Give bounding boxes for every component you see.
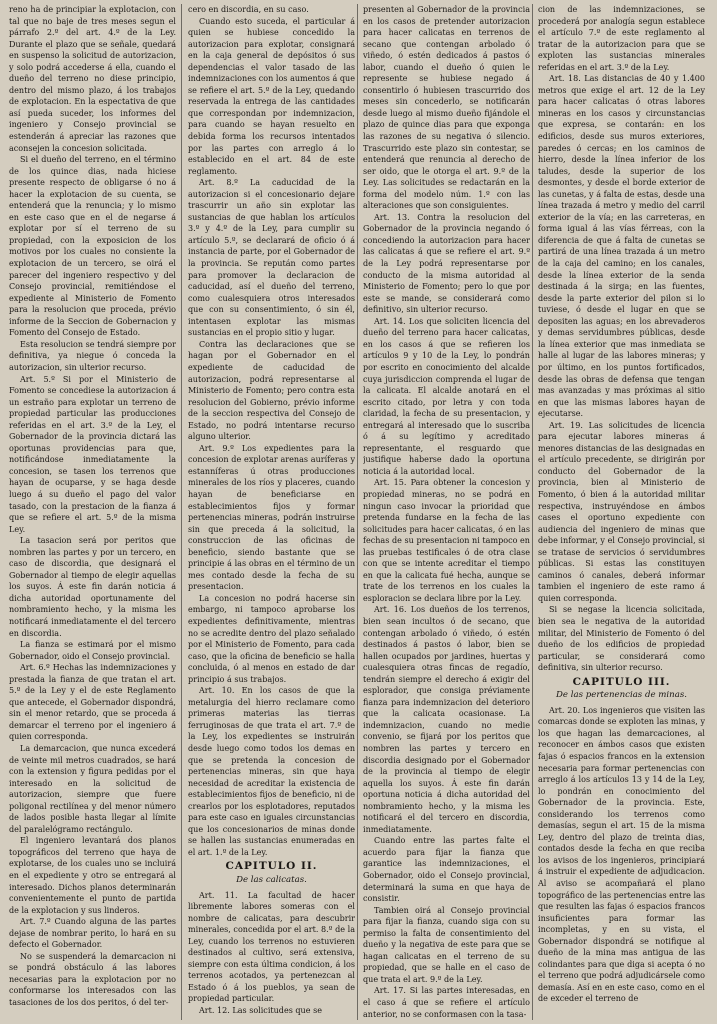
chapter-heading: CAPITULO II. bbox=[225, 860, 318, 873]
article-paragraph: cion de las indemnizaciones, se procederá por analogía segun establece el artículo 7.º de este reglamento al tratar de la autorizacion para que se exploten las sustancias minerales referidas en el art. 3.º de la Ley. bbox=[538, 5, 705, 72]
article-paragraph: La fianza se estimará por el mismo Gobernador, oido el Consejo provincial. bbox=[9, 640, 176, 661]
article-paragraph: Si el dueño del terreno, en el término de los quince dias, nada hiciese presente respecto de obligarse ó no á hacer la explotacion de su cuenta, se entenderá que la renuncia; y lo mismo en este caso que en el de negarse á explotar por sí el terreno de su propiedad, con la exposicion de los motivos por los cuales no consiente la explotacion de un tercero, se oirá el parecer del ingeniero respectivo y del Consejo provincial, remitiéndose el expediente al Ministerio de Fomento para la resolucion que proceda, prévio informe de la Seccion de Gobernacion y Fomento del Consejo de Estado. bbox=[9, 155, 176, 338]
article-paragraph: reno ha de principiar la explotacion, con tal que no baje de tres meses segun el párrafo 2.º del art. 4.º de la Ley. Durante el plazo que se señale, quedará en suspenso la solicitud de autorizacion, y solo podrá accederse á ella, cuando el dueño del terreno no diese principio, dentro del mismo plazo, á los trabajos de explotacion. En la espectativa de que así pueda suceder, los informes del ingeniero y Consejo provincial se estenderán á apreciar las razones que aconsejen la concesion solicitada. bbox=[9, 5, 176, 153]
article-paragraph: Art. 14. Los que soliciten licencia del dueño del terreno para hacer calicatas, en los casos á que se refieren los artículos 9 y 10 de la Ley, lo pondrán por escrito en conocimiento del alcalde cuya jurisdiccion comprenda el lugar de la calicata. El alcalde anotará en el escrito citado, por letra y con toda claridad, la fecha de su presentacion, y entregará al interesado que lo suscriba ó á su legítimo y acreditado representante, el resguardo que justifique haberse dado la oportuna noticia á la autoridad local. bbox=[363, 316, 530, 476]
column-rule bbox=[357, 4, 358, 1020]
text-column-2 bbox=[188, 4, 355, 1020]
article-paragraph: Art. 5.º Si por el Ministerio de Fomento se concediese la autorizacion á un estraño para explotar un terreno de propiedad particular las producciones referidas en el art. 3.º de la Ley, el Gobernador de la provincia dictará las oportunas providencias para que, notificándose inmediatamente la concesion, se tasen los terrenos que hayan de ocuparse, y se haga desde luego á su dueño el pago del valor tasado, con la prestacion de la fianza á que se refiere el art. 5.º de la misma Ley. bbox=[9, 374, 176, 534]
text-column-3 bbox=[363, 4, 530, 1020]
article-paragraph: Art. 9.º Los expedientes para la concesion de explotar arenas auríferas y estanníferas ú otras producciones minerales de los ríos y placeres, cuando hayan de beneficiarse en establecimientos fijos y formar pertenencias mineras, podrán instruirse sin que preceda á la solicitud, la construccion de las oficinas de beneficio, siendo bastante que se principie á las obras en el término de un mes contado desde la fecha de su presentacion. bbox=[188, 443, 355, 592]
article-paragraph: presenten al Gobernador de la provincia en los casos de pretender autorizacion para hacer calicatas en terrenos de secano que contengan arbolado ó viñedo, ó estén dedicados á pastos ó labor, cuando el dueño ó quien le represente se hubiese negado á consentirlo ó hubiesen trascurrido dos meses sin concederlo, se notificarán desde luego al mismo dueño fijándole el plazo de quince dias para que exponga las razones de su negativa ó silencio. Trascurrido este plazo sin contestar, se entenderá que renuncia al derecho de ser oido, que le otorga el art. 9.º de la Ley. Las solicitudes se redactarán en la forma del modelo núm. 1.º con las alteraciones que son consiguientes. bbox=[363, 5, 530, 211]
article-paragraph: La concesion no podrá hacerse sin embargo, ni tampoco aprobarse los expedientes definitivamente, mientras no se acredite dentro del plazo señalado por el Ministerio de Fomento, para cada caso, que la oficina de beneficio se halla concluida, ó al menos en estado de dar principio á sus trabajos. bbox=[188, 593, 355, 684]
column-rule bbox=[181, 4, 182, 1020]
article-paragraph: El ingeniero levantará dos planos topográficos del terreno que haya de explotarse, de los cuales uno se incluirá en el expediente y otro se entregará al interesado. Dichos planos determinarán convenientemente el punto de partida de la explotacion y sus linderos. bbox=[9, 836, 176, 915]
article-paragraph: Art. 18. Las distancias de 40 y 1.400 metros que exige el art. 12 de la Ley para hacer calicatas ó otras labores mineras en los casos y circunstancias que expresa, se contarán: en los edificios, desde sus muros exteriores, paredes ó cercas; en los caminos de hierro, desde la línea inferior de los taludes, desde la superior de los desmontes, y desde el borde exterior de las cunetas, y á falta de estas, desde una línea trazada á metro y medio del carril exterior de la vía; en las carreteras, en forma igual á las vías férreas, con la diferencia de que á falta de cunetas se partirá de una línea trazada á un metro de la caja del camino; en los canales, desde la línea exterior de la senda destinada á la sirga; en las fuentes, desde la parte exterior del pilon si lo tuviese, ó desde el lugar en que se depositen las aguas; en los abrevaderos y demas servidumbres públicas, desde la línea exterior que mas inmediata se halle al lugar de las labores mineras; y por último, en los puntos fortificados, desde las obras de defensa que tengan mas avanzadas y mas próximas al sitio en que las mismas labores hayan de ejecutarse. bbox=[538, 74, 705, 419]
column-rule bbox=[532, 4, 533, 1020]
article-paragraph: Art. 11. La facultad de hacer libremente labores someras con el nombre de calicatas, para descubrir minerales, concedida por el art. 8.º de la Ley, cuando los terrenos no estuvieren destinados al cultivo, será extensiva, siempre con esta última condicion, á los terrenos acotados, ya pertenezcan al Estado ó á los pueblos, ya sean de propiedad particular. bbox=[188, 890, 355, 1004]
article-paragraph: Art. 20. Los ingenieros que visiten las comarcas donde se exploten las minas, y los que hagan las demarcaciones, al reconocer en ámbos casos que existen fajas ó espacios francos en la extension necesaria para formar pertenencias con arreglo á los artículos 13 y 14 de la Ley, lo pondrán en conocimiento del Gobernador de la provincia. Este, considerando los terrenos como demasías, segun el art. 15 de la misma Ley, dentro del plazo de treinta dias, contados desde la fecha en que reciba los avisos de los ingenieros, principiará á instruir el expediente de adjudicacion. Al aviso se acompañará el plano topográfico de las pertenencias entre las que resulten las fajas ó espacios francos insuficientes para formar las incompletas, y en su vista, el Gobernador dispondrá se notifique al dueño de la mina mas antigua de las colindantes para que diga si acepta ó no el terreno que podrá adjudicársele como demasía. Así en en este caso, como en el de exceder el terreno de bbox=[538, 705, 705, 1004]
article-paragraph: Art. 7.º Cuando alguna de las partes dejase de nombrar perito, lo hará en su defecto el Gobernador. bbox=[9, 917, 176, 950]
article-paragraph: Tambien oirá al Consejo provincial para fijar la fianza, cuando siga con su permiso la falta de consentimiento del dueño y la negativa de este para que se hagan calicatas en el terreno de su propiedad, que se halle en el caso de que trata el art. 9.º de la Ley. bbox=[363, 905, 530, 984]
article-paragraph: Art. 13. Contra la resolucion del Gobernador de la provincia negando ó concediendo la autorizacion para hacer las calicatas á que se refiere el art. 9.º de la Ley podrá representarse por conducto de la misma autoridad al Ministerio de Fomento; pero lo que por este se mande, se considerará como definitivo, sin ulterior recurso. bbox=[363, 212, 530, 315]
article-paragraph: Art. 6.º Hechas las indemnizaciones y prestada la fianza de que tratan el art. 5.º de la Ley y el de este Reglamento que antecede, el Gobernador dispondrá, sin el menor retardo, que se proceda á demarcar el terreno por el ingeniero á quien corresponda. bbox=[9, 663, 176, 742]
article-paragraph: La tasacion será por peritos que nombren las partes y por un tercero, en caso de discordia, que designará el Gobernador al tiempo de elegir aquellas los suyos. Á este fin darán noticia á dicha autoridad oportunamente del nombramiento hecho, y la misma les notificará inmediatamente el del tercero en discordia. bbox=[9, 536, 176, 638]
article-paragraph: Art. 12. Las solicitudes que se bbox=[199, 1006, 322, 1016]
article-paragraph: Cuando entre las partes falte el acuerdo para fijar la fianza que garantice las indemnizaciones, el Gobernador, oido el Consejo provincial, determinará la suma en que haya de consistir. bbox=[363, 836, 530, 904]
article-paragraph: Art. 17. Si las partes interesadas, en el caso á que se refiere el artículo anterior, no se conformasen con la tasa- bbox=[363, 986, 530, 1019]
article-paragraph: Si se negase la licencia solicitada, bien sea le negativa de la autoridad militar, del Ministerio de Fomento ó del dueño de los edificios de propiedad particular, se considerará como definitiva, sin ulterior recurso. bbox=[538, 605, 705, 673]
text-column-4 bbox=[538, 4, 705, 1020]
article-paragraph: Cuando esto suceda, el particular á quien se hubiese concedido la autorizacion para explotar, consignará en la caja general de depósitos ó sus dependencias el valor tasado de las indemnizaciones con los aumentos á que se refiere el art. 5.º de la Ley, quedando reservada la entrega de las cantidades que correspondan por indemnizacion, para cuando se hayan resuelto en debida forma los recursos intentados por las partes con arreglo á lo establecido en el art. 84 de este reglamento. bbox=[188, 16, 355, 176]
text-column-1 bbox=[9, 4, 176, 1020]
article-paragraph: Art. 8.º La caducidad de la autorizacion si el concesionario dejare trascurrir un año sin explotar las sustancias de que hablan los artículos 3.º y 4.º de la Ley, para cumplir su artículo 5.º, se declarará de oficio ó á instancia de parte, por el Gobernador de la provincia. Se repután como partes para promover la declaracion de caducidad, así el dueño del terreno, como cualesquiera otros interesados que con su consentimiento, ó sin él, intentasen explotar las mismas sustancias en el propio sitio y lugar. bbox=[188, 178, 355, 338]
chapter-subheading: De las pertenencias de minas. bbox=[556, 690, 687, 701]
article-paragraph: Esta resolucion se tendrá siempre por definitiva, ya niegue ó conceda la autorizacion, sin ulterior recurso. bbox=[9, 339, 176, 372]
chapter-heading: CAPITULO III. bbox=[572, 675, 671, 688]
article-paragraph: cero en discordia, en su caso. bbox=[188, 5, 309, 14]
chapter-subheading: De las calicatas. bbox=[236, 875, 307, 886]
article-paragraph: Art. 19. Las solicitudes de licencia para ejecutar labores mineras á menores distancias de las designadas en el artículo precedente, se dirigirán por conducto del Gobernador de la provincia, bien al Ministerio de Fomento, ó bien á la autoridad militar respectiva, instruyéndose en ámbos cases el oportuno expediente con audiencia del ingeniero de minas que debe informar, y el Consejo provincial, si se tratase de servicios ó servidumbres públicas. Si estas las constituyen caminos ó canales, deberá informar tambien el ingeniero de este ramo á quien corresponda. bbox=[538, 420, 705, 603]
article-paragraph: La demarcacion, que nunca excederá de veinte mil metros cuadrados, se hará con la extension y figura pedidas por el interesado en la solicitud de autorizacion, siempre que fuere poligonal rectilínea y del menor número de lados posible hasta llegar al límite del paralelógramo rectángulo. bbox=[9, 744, 176, 834]
article-paragraph: Art. 10. En los casos de que la metalurgia del hierro reclamare como primeras materias las tierras ferruginosas de que trata el art. 7.º de la Ley, los expedientes se instruirán desde luego como todos los demas en que se pretenda la concesion de pertenencias mineras, sin que haya necesidad de acreditar la existencia de establecimientos fijos de beneficio, ni de crearlos por los esplotadores, reputados para este caso en iguales circunstancias que los concesionarios de minas donde se hallen las sustancias enumeradas en el art. 1.º de la Ley. bbox=[188, 686, 355, 857]
article-paragraph: Art. 16. Los dueños de los terrenos, bien sean incultos ó de secano, que contengan arbolado ó viñedo, ó estén destinados á pastos ó labor, bien se hallen ocupados por jardines, huertas y cualesquiera otras fincas de regadío, tendrán siempre el derecho á exigir del esplorador, que consiga préviamente fianza para indemnizacion del deterioro que la calicata ocasionase. La indemnizacion, cuando no medie convenio, se fijará por los peritos que nombren las partes y tercero en discordia designado por el Gobernador de la provincia al tiempo de elegir aquella los suyos. Á este fin darán oportuna noticia á dicha autoridad del nombramiento hecho, y la misma les notificará el del tercero en discordia, inmediatamente. bbox=[363, 605, 530, 834]
article-paragraph: No se suspenderá la demarcacion ni se pondrá obstáculo á las labores necesarias para la explotacion por no conformarse los interesados con las tasaciones de los dos peritos, ó del ter- bbox=[9, 951, 176, 1008]
article-paragraph: Contra las declaraciones que se hagan por el Gobernador en el expediente de caducidad de autorizacion, podrá representarse al Ministerio de Fomento; pero contra esta resolucion del Gobierno, prévio informe de la seccion respectiva del Consejo de Estado, no podrá intentarse recurso alguno ulterior. bbox=[188, 339, 355, 442]
article-paragraph: Art. 15. Para obtener la concesion y propiedad mineras, no se podrá en ningun caso invocar la prioridad que pretenda fundarse en la fecha de las solicitudes para hacer calicatas, ó en las fechas de su presentacion ni tampoco en las pruebas testificales ó de otra clase con que se intente acreditar el tiempo en que la calicata fué hecha, aunque se trate de los terrenos en los cuales la esploracion se declara libre por la Ley. bbox=[363, 478, 530, 603]
